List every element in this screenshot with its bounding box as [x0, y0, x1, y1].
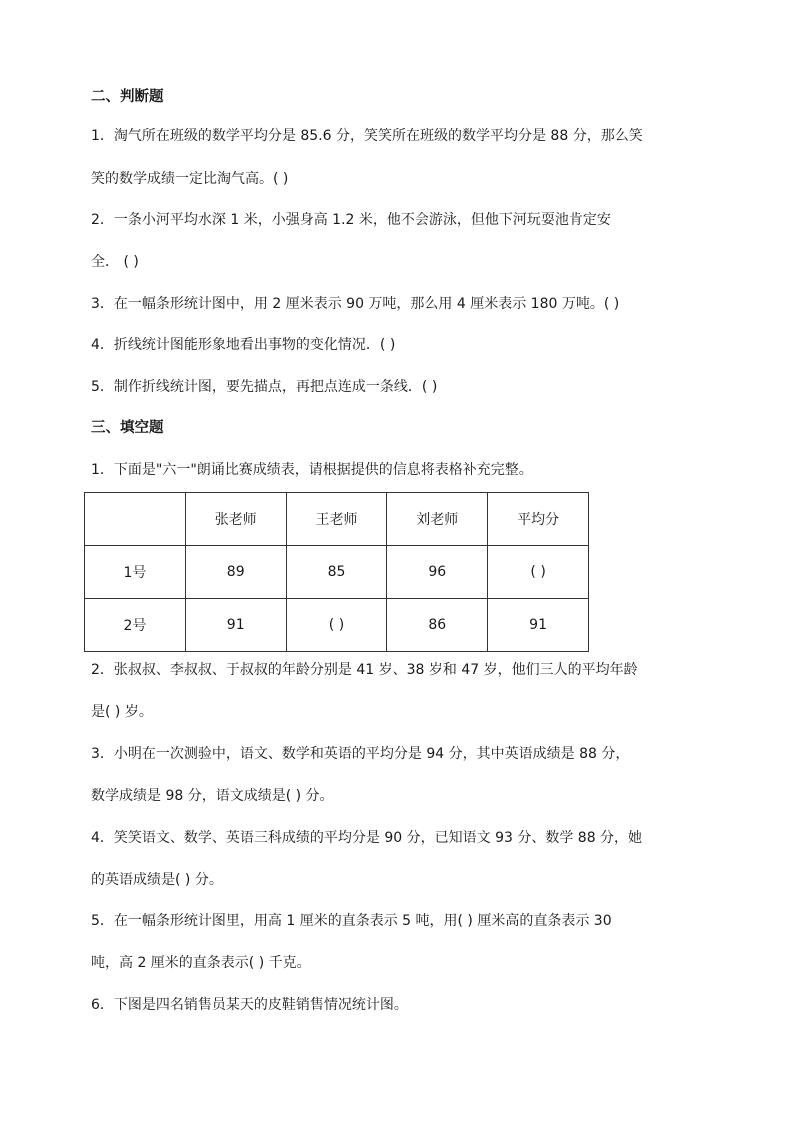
table-cell: 86	[387, 599, 488, 652]
section-judgement-title: 二、判断题	[91, 89, 164, 105]
fill-q4-line2: 的英语成绩是( ) 分。	[91, 872, 223, 888]
judgement-q2-line1: 2．一条小河平均水深 1 米，小强身高 1.2 米，他不会游泳，但他下河玩耍池肯定安	[91, 212, 611, 228]
judgement-q4: 4．折线统计图能形象地看出事物的变化情况．( )	[91, 337, 396, 353]
table-cell: 96	[387, 546, 488, 599]
fill-q5-line2: 吨，高 2 厘米的直条表示( ) 千克。	[91, 955, 311, 971]
judgement-q1-line2: 笑的数学成绩一定比淘气高。( )	[91, 171, 289, 187]
table-cell: 85	[286, 546, 387, 599]
table-row	[85, 546, 589, 599]
judgement-q2-line2: 全． ( )	[91, 254, 139, 270]
judgement-q5: 5．制作折线统计图，要先描点，再把点连成一条线．( )	[91, 379, 438, 395]
table-header-cell	[85, 493, 186, 546]
score-table	[84, 492, 589, 652]
fill-q2-line1: 2．张叔叔、李叔叔、于叔叔的年龄分别是 41 岁、38 岁和 47 岁，他们三人的平均年龄	[91, 662, 638, 678]
fill-q3-line1: 3．小明在一次测验中，语文、数学和英语的平均分是 94 分，其中英语成绩是 88 分，	[91, 746, 630, 762]
section-fill-title: 三、填空题	[91, 420, 164, 436]
fill-q5-line1: 5．在一幅条形统计图里，用高 1 厘米的直条表示 5 吨，用( ) 厘米高的直条表示 30	[91, 913, 612, 929]
table-header-row	[85, 493, 589, 546]
fill-q3-line2: 数学成绩是 98 分，语文成绩是( ) 分。	[91, 788, 334, 804]
table-row	[85, 599, 589, 652]
table-header-cell: 平均分	[488, 493, 589, 546]
judgement-q3: 3．在一幅条形统计图中，用 2 厘米表示 90 万吨，那么用 4 厘米表示 180 万吨。( )	[91, 296, 620, 312]
table-header-cell: 王老师	[286, 493, 387, 546]
fill-q1: 1．下面是"六一"朗诵比赛成绩表，请根据提供的信息将表格补充完整。	[91, 462, 533, 478]
fill-q6: 6．下图是四名销售员某天的皮鞋销售情况统计图。	[91, 997, 408, 1013]
fill-q2-line2: 是( ) 岁。	[91, 704, 153, 720]
table-cell: 91	[185, 599, 286, 652]
table-cell: 91	[488, 599, 589, 652]
table-header-cell: 刘老师	[387, 493, 488, 546]
table-header-cell: 张老师	[185, 493, 286, 546]
table-cell: ( )	[286, 599, 387, 652]
table-cell: 2号	[85, 599, 186, 652]
fill-q4-line1: 4．笑笑语文、数学、英语三科成绩的平均分是 90 分，已知语文 93 分、数学 88 分，她	[91, 830, 643, 846]
table-cell: 89	[185, 546, 286, 599]
table-cell: ( )	[488, 546, 589, 599]
table-cell: 1号	[85, 546, 186, 599]
judgement-q1-line1: 1．淘气所在班级的数学平均分是 85.6 分，笑笑所在班级的数学平均分是 88 分，那么笑	[91, 128, 643, 144]
